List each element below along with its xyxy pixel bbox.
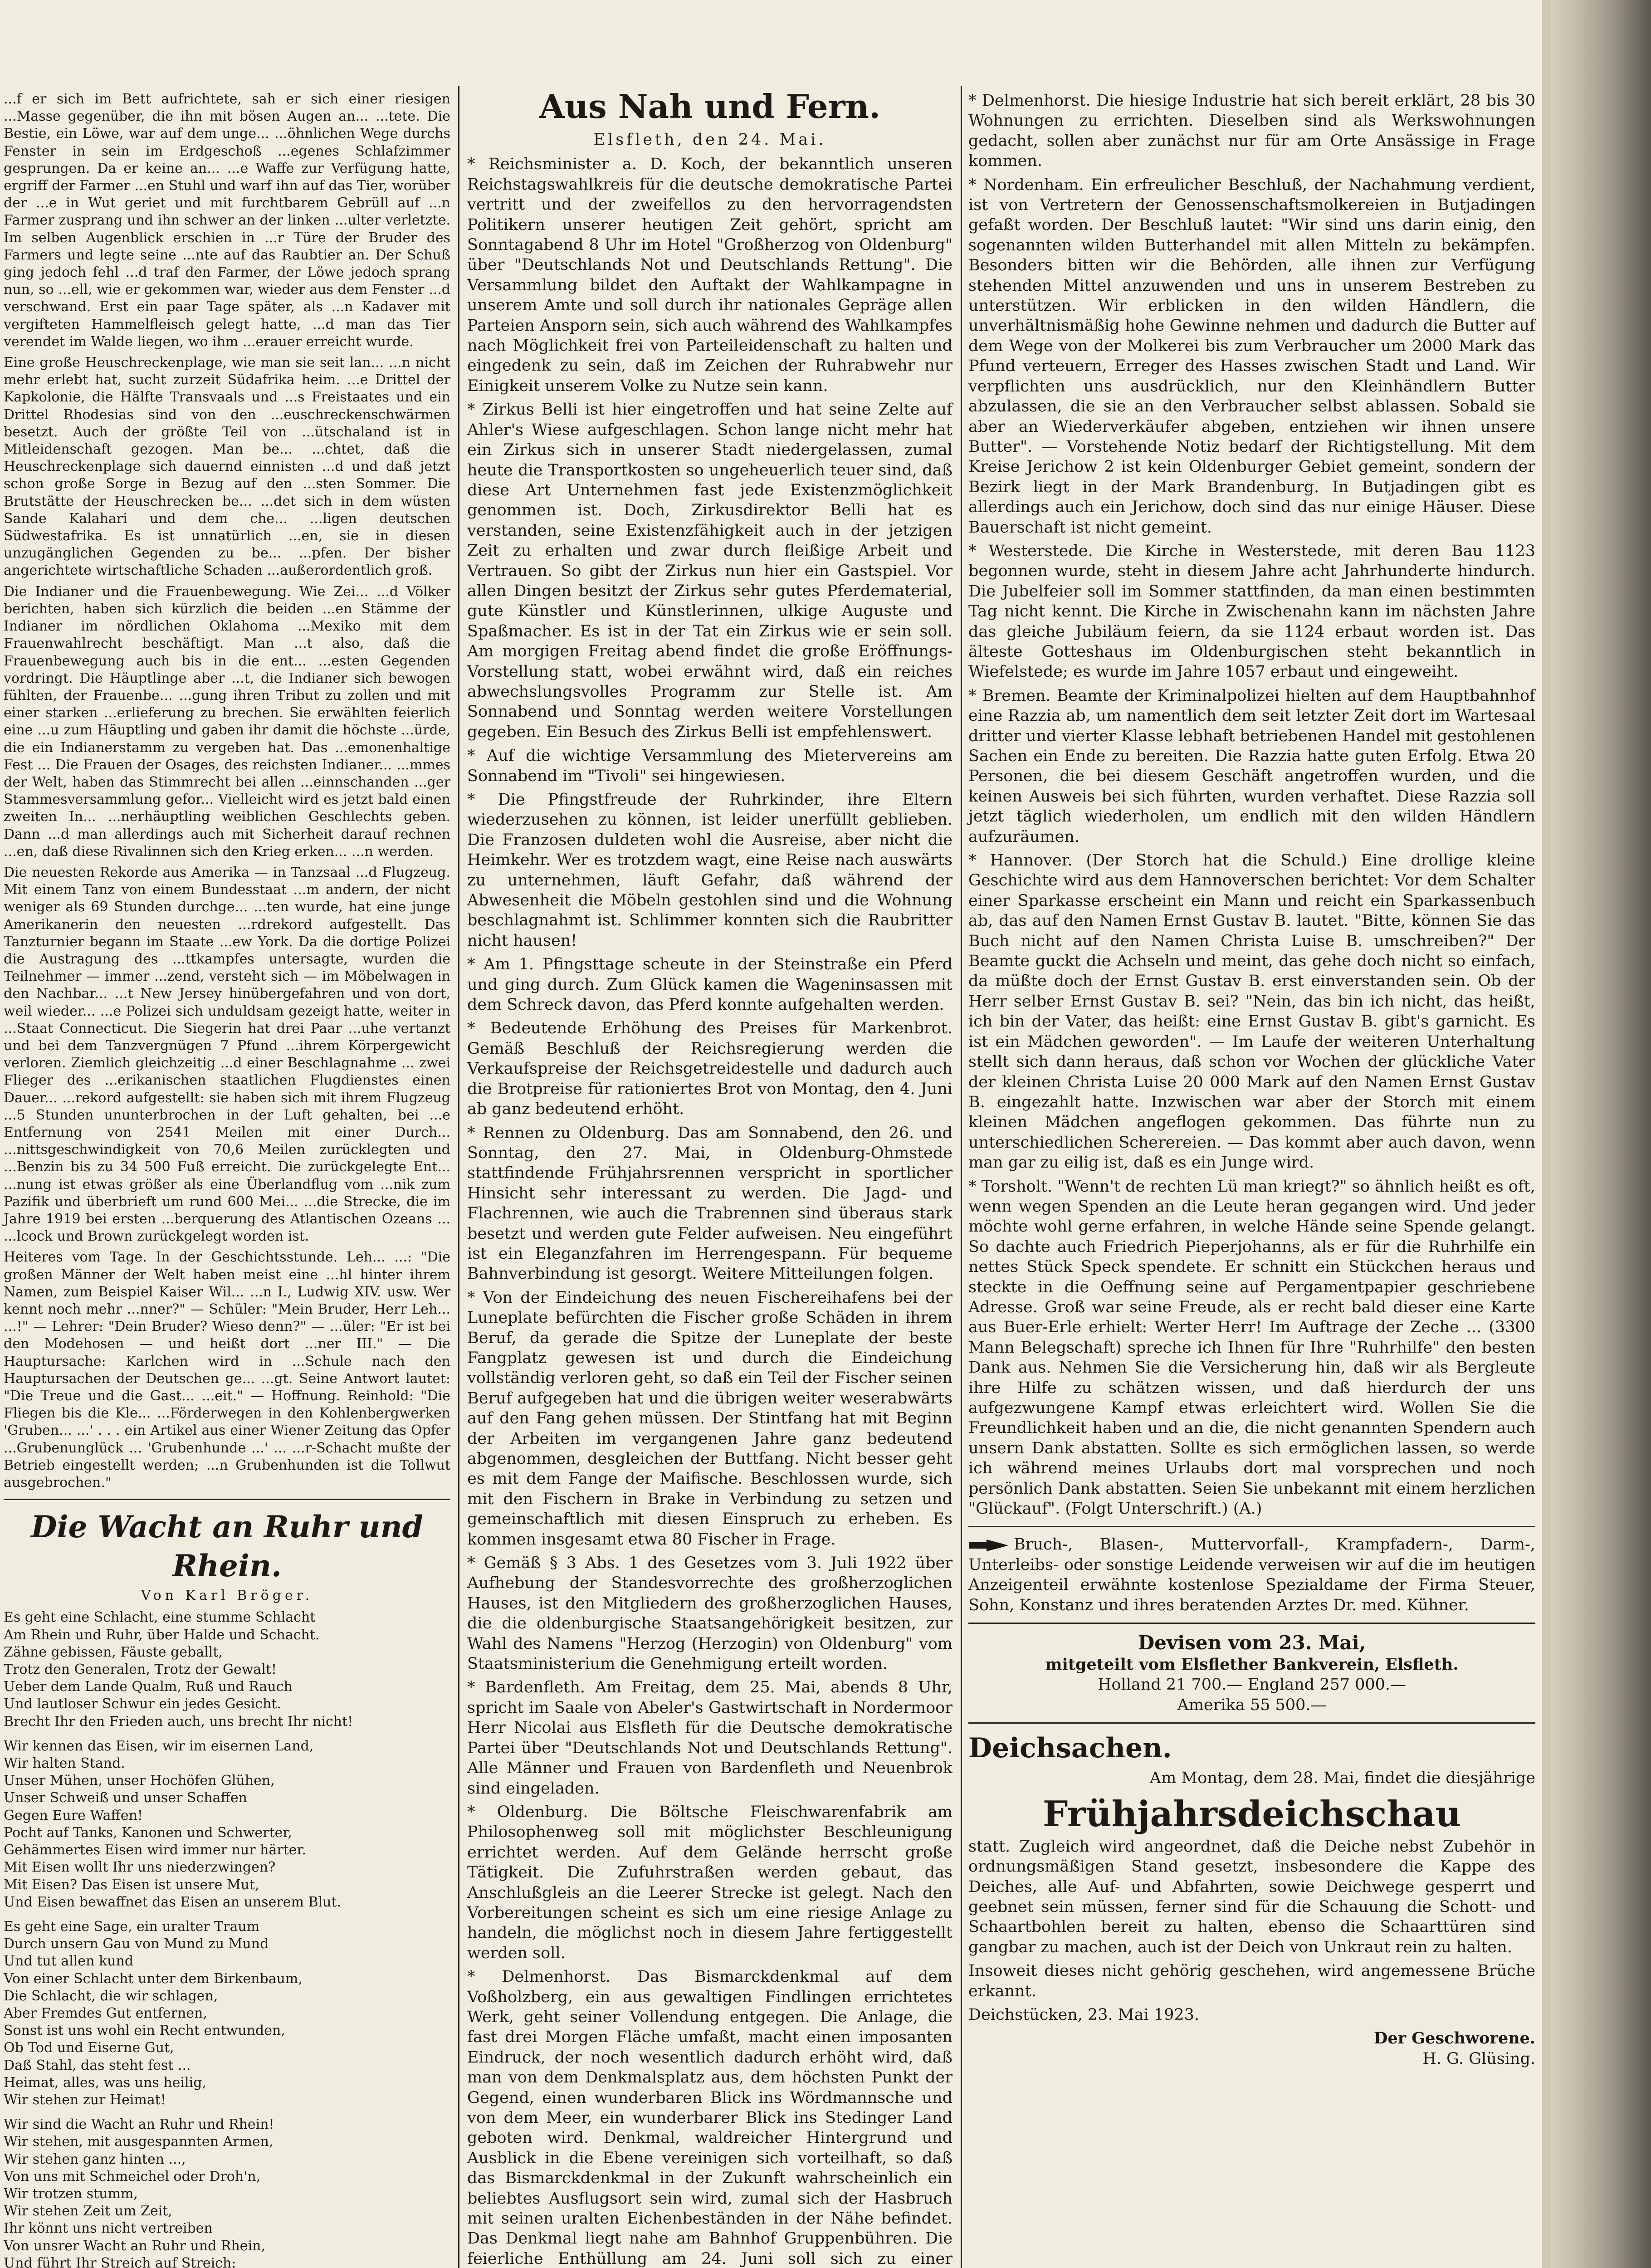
section-title: Aus Nah und Fern. (539, 87, 881, 126)
poem-line: Sonst ist uns wohl ein Recht entwunden, (4, 2023, 285, 2039)
poem-title: Die Wacht an Ruhr und Rhein. (31, 1509, 423, 1584)
devisen-row: Amerika 55 500.— (1177, 1696, 1327, 1714)
poem-line: Von unsrer Wacht an Ruhr und Rhein, (4, 2238, 266, 2254)
book-binding (1551, 0, 1651, 2268)
article-nordenham: * Nordenham. Ein erfreulicher Beschluß, der Nachahmung verdient, ist von Vertretern der Genossenschaftsmolkereien in Butjadingen gefaßt worden. Der Beschluß lautet: "Wir sind uns darin einig, den sogenannten wilden Butterhandel mit allen Mitteln zu bekämpfen. Besonders bitten wir die Behörden, alle ihnen zur Verfügung stehenden Mittel anzuwenden und uns in unserem Bestreben zu unterstützen. Wir erblicken in den wilden Händlern, die unverhältnismäßig hohe Gewinne nehmen und dadurch die Butter auf dem Wege von der Molkerei bis zum Verbraucher um 2000 Mark das Pfund verteuern, Erreger des Hasses zwischen Stadt und Land. Wir verpflichten uns ausdrücklich, nur den Kleinhändlern Butter abzulassen, die sie an den Verbraucher selbst ablassen. Sobald sie aber an Wiederverkäufer abgeben, entziehen wir ihnen unsere Butter". — Vorstehende Notiz bedarf der Richtigstellung. Mit dem Kreise Jerichow 2 ist kein Oldenburger Gebiet gemeint, sondern der Bezirk liegt in der Mark Brandenburg. In Butjadingen gibt es allerdings auch ein Jerichow, doch sind das nur einige Häuser. Diese Bauerschaft ist nicht gemeint. (968, 176, 1535, 537)
deich-signature-title: Der Geschworene. (1374, 2029, 1535, 2048)
poem-line: Und lautloser Schwur ein jedes Gesicht. (4, 1696, 282, 1712)
middle-column (467, 82, 952, 2268)
article-bremen: * Bremen. Beamte der Kriminalpolizei hielten auf dem Hauptbahnhof eine Razzia ab, um namentlich dem seit letzter Zeit dort im Wartesaal dritter und vierter Klasse lebhaft betriebenen Handel mit gestohlenen Sachen ein Ende zu bereiten. Die Razzia hatte guten Erfolg. Etwa 20 Personen, die bei diesem Geschäft angetroffen wurden, und die keinen Ausweis bei sich führten, wurden verhaftet. Diese Razzia soll jetzt täglich wiederholen, um endlich mit den wilden Händlern aufzuräumen. (968, 686, 1535, 846)
poem-line: Wir stehen Zeit um Zeit, (4, 2203, 172, 2219)
poem-line: Daß Stahl, das steht fest ... (4, 2057, 191, 2073)
article-bardenfleth: * Bardenfleth. Am Freitag, dem 25. Mai, abends 8 Uhr, spricht im Saale von Abeler's Gastwirtschaft in Nordermoor Herr Nicolai aus Elsfleth für die Deutsche demokratische Partei über "Deutschlands Not und Deutschlands Rettung". Alle Männer und Frauen von Bardenfleth und Neuenbrok sind eingeladen. (467, 1678, 952, 1798)
poem-line: Von uns mit Schmeichel oder Droh'n, (4, 2168, 261, 2185)
devisen-title: Devisen vom 23. Mai, (1138, 1632, 1366, 1654)
poem-line: Die Schlacht, die wir schlagen, (4, 1988, 218, 2004)
devisen-subtitle: mitgeteilt vom Elsflether Bankverein, Elsfleth. (1045, 1655, 1459, 1674)
poem-line: Durch unsern Gau von Mund zu Mund (4, 1936, 269, 1952)
poem-line: Zähne gebissen, Fäuste geballt, (4, 1644, 223, 1660)
poem-line: Am Rhein und Ruhr, über Halde und Schacht. (4, 1627, 320, 1643)
poem-line: Aber Fremdes Gut entfernen, (4, 2005, 207, 2021)
page-edge (1542, 0, 1551, 2268)
article-mieterverein: * Auf die wichtige Versammlung des Mietervereins am Sonnabend im "Tivoli" sei hingewiesen. (467, 747, 952, 785)
poem (4, 1609, 450, 2268)
deich-signature-name: H. G. Glüsing. (1422, 2049, 1535, 2068)
poem-line: Von einer Schlacht unter dem Birkenbaum, (4, 1970, 303, 1987)
article-indians: Die Indianer und die Frauenbewegung. Wie Zei... ...d Völker berichten, haben sich kürzlich die beiden ...en Stämme der Indianer im nördlichen Oklahoma ...Mexiko mit dem Frauenwahlrecht beschäftigt. Man ...t also, daß die Frauenbewegung auch bis in die ent... ...esten Gegenden vordringt. Die Häuptlinge aber ...t, die Indianer sich bewogen fühlten, der Frauenbe... ...gung ihren Tribut zu zollen und mit einer starken ...erlieferung zu brechen. Sie erwählten feierlich eine ...u zum Häuptling und gaben ihr damit die höchste ...ürde, die ein Indianerstamm zu vergeben hat. Das ...emonenhaltige Fest ... Die Frauen der Osages, des reichsten Indianer... ...mmes der Welt, haben das Stimmrecht bei allen ...einnschanden ...ger Stammesversammlung gefor... Vielleicht wird es jetzt bald einen zweiten In... ...nerhäuptling weiblichen Geschlechts geben. Dann ...d man allerdings auch mit Sicherheit darauf rechnen ...en, daß diese Rivalinnen sich den Krieg erken... ...n werden. (4, 583, 450, 860)
article-delmenhorst: * Delmenhorst. Die hiesige Industrie hat sich bereit erklärt, 28 bis 30 Wohnungen zu errichten. Dieselben sind als Werkswohnungen gedacht, sollen aber zunächst nur für am Orte Ansässige in Frage kommen. (968, 92, 1535, 171)
article-bismarckdenkmal: * Delmenhorst. Das Bismarckdenkmal auf dem Voßholzberg, ein aus gewaltigen Findlingen errichtetes Werk, geht seiner Vollendung entgegen. Die Anlage, die fast drei Morgen Fläche umfaßt, macht einen imposanten Eindruck, der noch wesentlich dadurch erhöht wird, daß man von dem Denkmalsplatz aus, dem höchsten Punkt der Gegend, einen wunderbaren Blick ins Wördmannsche und von dem Meer, ein wunderbarer Blick ins Stedinger Land geboten wird. Denkmal, waldreicher Hintergrund und Ausblick in die Ebene vereinigen sich vorteilhaft, so daß das Bismarckdenkmal in der Zukunft wahrscheinlich ein beliebtes Ausflugsort sein wird, zumal sich der Hasbruch mit seinen uralten Eichenbeständen in der Nähe befindet. Das Denkmal liegt nahe am Bahnhof Gruppenbühren. Die feierliche Enthüllung am 24. Juni soll sich zu einer (467, 1968, 952, 2268)
poem-stanza (4, 1609, 450, 1730)
dateline: Elsfleth, den 24. Mai. (593, 131, 826, 149)
deich-body: statt. Zugleich wird angeordnet, daß die Deiche nebst Zubehör in ordnungsmäßigen Stand gesetzt, insbesondere die Kappe des Deiches, alle Auf- und Abfahrten, sowie Deichwege gesperrt und geebnet sein müssen, ferner sind für die Schauung die Schott- und Schaartbohlen bereit zu halten, ebenso die Schaarttüren sind gangbar zu machen, auch ist der Deich von Unkraut rein zu halten. (968, 1837, 1535, 1956)
poem-line: Wir stehen ganz hinten ..., (4, 2151, 186, 2167)
column-divider-left (458, 86, 459, 2268)
article-koch: * Reichsminister a. D. Koch, der bekanntlich unseren Reichstagswahlkreis für die deutsche demokratische Partei vertritt und der zweifellos zu den hervorragendsten Politikern unserer heutigen Zeit gehört, spricht am Sonntagabend 8 Uhr im Hotel "Großherzog von Oldenburg" über "Deutschlands Not und Deutschlands Rettung". Die Versammlung bildet den Auftakt der Wahlkampagne in unserem Amte und soll durch ihr nationales Gepräge allen Parteien Ansporn sein, sich auch während des Wahlkampfes nach Möglichkeit frei von Parteileidenschaft zu halten und eingedenk zu sein, daß im Zeichen der Ruhrabwehr nur Einigkeit unserem Volke zu Nutze sein kann. (467, 155, 952, 395)
deich-big-title: Frühjahrsdeichschau (1042, 1793, 1461, 1835)
poem-line: Unser Schweiß und unser Schaffen (4, 1790, 247, 1806)
divider (968, 1623, 1535, 1624)
article-rennen: * Rennen zu Oldenburg. Das am Sonnabend, den 26. und Sonntag, den 27. Mai, in Oldenburg-Ohmstede stattfindende Frühjahrsrennen verspricht in sportlicher Hinsicht sehr interessant zu werden. Die Jagd- und Flachrennen, wie auch die Trabrennen sind überaus stark besetzt und werden gute Felder aufweisen. Neu eingeführt ist ein Eleganzfahren im Herrengespann. Für bequeme Bahnverbindung ist gesorgt. Weitere Mitteilungen folgen. (467, 1124, 952, 1283)
poem-line: Pocht auf Tanks, Kanonen und Schwerter, (4, 1824, 292, 1841)
deich-place-date: Deichstücken, 23. Mai 1923. (968, 2005, 1200, 2024)
poem-line: Heimat, alles, was uns heilig, (4, 2074, 206, 2091)
article-hannover: * Hannover. (Der Storch hat die Schuld.) Eine drollige kleine Geschichte wird aus dem Hannoverschen berichtet: Vor dem Schalter einer Sparkasse erscheint ein Mann und reicht ein Sparkassenbuch ab, das auf den Namen Ernst Gustav B. lautet. "Bitte, können Sie das Buch nicht auf den Namen Christa Luise B. umschreiben?" Der Beamte guckt die Achseln und meint, das gehe doch nicht so einfach, da müßte doch der Ernst Gustav B. erst einverstanden sein. Ob der Herr selber Ernst Gustav B. sei? "Nein, das bin ich nicht, das heißt, ich bin der Vater, das heißt: eine Ernst Gustav B. gibt's garnicht. Es ist ein Mädchen geworden". — Im Laufe der weiteren Unterhaltung stellt sich dann heraus, daß schon vor Wochen der glückliche Vater der kleinen Christa Luise 20 000 Mark auf den Namen Ernst Gustav B. eingezahlt hatte. Inzwischen war aber der Storch mit einem kleinen Mädchen angeflogen gekommen. Das führte nun zu unterschiedlichen Scherereien. — Das kommt aber auch davon, wenn man gar zu eilig ist, daß es ein Junge wird. (968, 851, 1535, 1172)
poem-line: Mit Eisen? Das Eisen ist unsere Mut, (4, 1877, 259, 1893)
left-column (4, 91, 450, 2268)
article-eindeichung: * Von der Eindeichung des neuen Fischereihafens bei der Luneplate befürchten die Fischer große Schäden in ihrem Beruf, da gerade die Spitze der Luneplate der beste Fangplatz gewesen ist und durch die Eindeichung vollständig verloren geht, so daß ein Teil der Fischer seinen Beruf aufgegeben hat und die übrigen weiter weserabwärts auf den Fang gehen müssen. Der Stintfang hat mit Beginn der Arbeiten im vergangenen Jahre ganz bedeutend abgenommen, desgleichen der Buttfang. Nicht besser geht es mit dem Fange der Maifische. Beschlossen wurde, sich mit den Fischern in Brake in Verbindung zu setzen und gemeinschaftlich mit diesen Einspruch zu erheben. Es kommen insgesamt etwa 80 Fischer in Frage. (467, 1288, 952, 1549)
divider (4, 1499, 450, 1500)
article-markenbrot: * Bedeutende Erhöhung des Preises für Markenbrot. Gemäß Beschluß der Reichsregierung werden die Verkaufspreise der Reichsgetreidestelle und dadurch auch die Brotpreise für rationiertes Brot von Montag, den 4. Juni ab ganz bedeutend erhöht. (467, 1019, 952, 1119)
poem-line: Und Eisen bewaffnet das Eisen an unserem Blut. (4, 1894, 342, 1910)
poem-line: Wir sind die Wacht an Ruhr und Rhein! (4, 2116, 274, 2133)
pointing-hand-icon (968, 1538, 1009, 1553)
deich-body-2: Insoweit dieses nicht gehörig geschehen, wird angemessene Brüche erkannt. (968, 1962, 1535, 2000)
poem-line: Brecht Ihr den Frieden auch, uns brecht Ihr nicht! (4, 1713, 353, 1730)
poem-stanza (4, 1738, 450, 1911)
article-records: Die neuesten Rekorde aus Amerika — in Tanzsaal ...d Flugzeug. Mit einem Tanz von einem Bundesstaat ...m andern, der nicht weniger als 69 Stunden durchge... ...ten wurde, hat eine junge Amerikanerin den neuesten ...rdrekord aufgestellt. Das Tanzturnier begann im Staate ...ew York. Da die dortige Polizei die Austragung des ...ttkampfes untersagte, wurden die Teilnehmer — immer ...zend, versteht sich — im Möbelwagen in den Nachbar... ...t New Jersey hinübergefahren und von dort, weil wieder... ...e Polizei sich unduldsam gezeigt hatte, weiter in ...Staat Connecticut. Die Siegerin hat drei Paar ...uhe vertanzt und bei dem Tanzvergnügen 7 Pfund ...ihrem Körpergewicht verloren. Ziemlich gleichzeitig ...d einer Beschlagnahme ... zwei Flieger des ...erikanischen staatlichen Flugdienstes einen Dauer... ...rekord aufgestellt: sie haben sich mit ihrem Flugzeug ...5 Stunden ununterbrochen in der Luft gehalten, bei ...e Entfernung von 2541 Meilen mit einer Durch... ...nittsgeschwindigkeit von 70,6 Meilen zurücklegten und ...Benzin bis zu 34 500 Fuß erreicht. Die zurückgelegte Ent... ...nung ist etwas größer als eine Überlandflug vom ...nik zum Pazifik und überbrieft um rund 600 Mei... ...die Strecke, die im Jahre 1919 bei ersten ...berquerung des Atlantischen Ozeans ... ...lcock und Brown zurückgelegt worden ist. (4, 864, 450, 1245)
divider (968, 1526, 1535, 1527)
divider (968, 1722, 1535, 1724)
poem-author: Von Karl Bröger. (141, 1588, 313, 1604)
article-pferd: * Am 1. Pfingsttage scheute in der Steinstraße ein Pferd und ging durch. Zum Glück kamen die Wageninsassen mit dem Schreck davon, das Pferd konnte aufgehalten werden. (467, 955, 952, 1014)
poem-line: Und tut allen kund (4, 1953, 134, 1970)
poem-line: Gehämmertes Eisen wird immer nur härter. (4, 1842, 307, 1858)
deich-heading: Deichsachen. (968, 1732, 1172, 1765)
poem-line: Ob Tod und Eiserne Gut, (4, 2040, 174, 2056)
poem-line: Wir trotzen stumm, (4, 2185, 138, 2202)
poem-line: Und führt Ihr Streich auf Streich: (4, 2255, 236, 2268)
poem-stanza (4, 2116, 450, 2268)
poem-line: Es geht eine Sage, ein uralter Traum (4, 1918, 260, 1935)
deich-intro: Am Montag, dem 28. Mai, findet die diesjährige (1149, 1769, 1535, 1788)
poem-line: Trotz den Generalen, Trotz der Gewalt! (4, 1662, 277, 1678)
article-oldenburg: * Oldenburg. Die Böltsche Fleischwarenfabrik am Philosophenweg soll mit möglichster Beschleunigung errichtet werden. Auf dem Gelände herrscht große Tätigkeit. Die Zufuhrstraßen werden gebaut, das Anschlußgleis an die Leerer Strecke ist gelegt. Nach den Vorbereitungen scheint es sich um eine riesige Anlage zu handeln, die möglichst noch in diesem Jahre fertiggestellt werden soll. (467, 1803, 952, 1962)
article-westerstede: * Westerstede. Die Kirche in Westerstede, mit deren Bau 1123 begonnen wurde, steht in diesem Jahre acht Jahrhunderte hindurch. Die Jubelfeier soll im Sommer stattfinden, da man einen bestimmten Tag nicht kennt. Die Kirche in Zwischenahn kann im nächsten Jahre das gleiche Jubiläum feiern, da sie 1124 erbaut worden ist. Das älteste Gotteshaus im Oldenburgischen steht bekanntlich in Wiefelstede; es wurde im Jahre 1057 erbaut und eingeweiht. (968, 542, 1535, 681)
poem-line: Gegen Eure Waffen! (4, 1807, 143, 1823)
right-column (968, 91, 1535, 2069)
poem-line: Wir kennen das Eisen, wir im eisernen Land, (4, 1738, 314, 1754)
devisen-row: Holland 21 700.— England 257 000.— (1097, 1676, 1407, 1694)
column-divider-right (961, 86, 962, 2268)
article-torsholt: * Torsholt. "Wenn't de rechten Lü man kriegt?" so ähnlich heißt es oft, wenn wegen Spenden an die Leute heran gegangen wird. Und jeder möchte wohl gerne erfahren, in welche Hände seine Spende gelangt. So dachte auch Friedrich Pieperjohanns, als er für die Ruhrhilfe ein nettes Stück Speck spendete. Er schnitt ein Stückchen heraus und steckte in die Oeffnung seine auf Pergamentpapier geschriebene Adresse. Groß war seine Freude, als er recht bald dieser eine Karte aus Buer-Erle erhielt: Werter Herr! Im Auftrage der Zeche ... (3300 Mann Belegschaft) spreche ich Ihnen für Ihre "Ruhrhilfe" den besten Dank aus. Nehmen Sie die Versicherung hin, daß wir als Bergleute ihre Hilfe zu schätzen wissen, und daß hierdurch der uns aufgezwungene Kampf etwas erleichtert wird. Wollen Sie die Freundlichkeit haben und an die, die nicht genannten Spendern auch unsern Dank abstatten. Sollte es sich ermöglichen lassen, so werde ich während meines Urlaubs dort mal vorsprechen und noch persönlich Dank abstatten. Seien Sie unbekannt mit einem herzlichen "Glückauf". (Folgt Unterschrift.) (A.) (968, 1177, 1535, 1518)
poem-stanza (4, 1918, 450, 2109)
article-lion: ...f er sich im Bett aufrichtete, sah er sich einer riesigen ...Masse gegenüber, die ihn mit bösen Augen an... ...tete. Die Bestie, ein Löwe, war auf dem unge... ...öhnlichen Wege durchs Fenster in sein im Erdgeschoß ...egenes Schlafzimmer gesprungen. Da er keine an... ...e Waffe zur Verfügung hatte, ergriff der Farmer ...en Stuhl und warf ihn auf das Tier, worüber der ...e in Wut geriet und mit furchtbarem Gebrüll auf ...n Farmer zusprang und ihn schwer an der linken ...ulter verletzte. Im selben Augenblick erschien in ...r Türe der Bruder des Farmers und legte seine ...nte auf das Raubtier an. Der Schuß ging jedoch fehl ...d traf den Farmer, der Löwe jedoch sprang nun, so ...ell, wie er gekommen war, wieder aus dem Fenster ...d verschwand. Erst ein paar Tage später, als ...n Kadaver mit vergifteten Hammelfleisch gelegt hatte, ...d man das Tier verendet im Walde liegen, wo ihm ...erauer erreicht wurde. (4, 91, 450, 350)
ad-notice (968, 1535, 1535, 1615)
ad-text: Bruch-, Blasen-, Muttervorfall-, Krampfadern-, Darm-, Unterleibs- oder sonstige Leidende verweisen wir auf die im heutigen Anzeigenteil erwähnte kostenlose Spezialdame der Firma Steuer, Sohn, Konstanz und ihres beratenden Arztes Dr. med. Kühner. (968, 1535, 1535, 1614)
article-zirkus: * Zirkus Belli ist hier eingetroffen und hat seine Zelte auf Ahler's Wiese aufgeschlagen. Schon lange nicht mehr hat ein Zirkus sich in unserer Stadt niedergelassen, zumal heute die Transportkosten so ungeheuerlich teuer sind, daß diese Art Unternehmen fast jede Existenzmöglichkeit genommen ist. Doch, Zirkusdirektor Belli hat es verstanden, seine Existenzfähigkeit auch in der jetzigen Zeit zu erhalten und zwar durch fleißige Arbeit und Vertrauen. So gibt der Zirkus nun hier ein Gastspiel. Vor allen Dingen besitzt der Zirkus sehr gutes Pferdematerial, gute Künstler und Künstlerinnen, ulkige Auguste und Spaßmacher. Es ist in der Tat ein Zirkus wie er sein soll. Am morgigen Freitag abend findet die große Eröffnungs-Vorstellung statt, wobei erwähnt wird, daß ein reiches abwechslungsvolles Programm zur Stelle ist. Am Sonnabend und Sonntag werden weitere Vorstellungen gegeben. Ein Besuch des Zirkus Belli ist empfehlenswert. (467, 401, 952, 741)
poem-line: Es geht eine Schlacht, eine stumme Schlacht (4, 1609, 316, 1626)
poem-line: Ihr könnt uns nicht vertreiben (4, 2220, 213, 2237)
poem-line: Wir halten Stand. (4, 1755, 125, 1772)
poem-line: Wir stehen, mit ausgespannten Armen, (4, 2134, 274, 2150)
poem-line: Wir stehen zur Heimat! (4, 2092, 166, 2108)
poem-line: Ueber dem Lande Qualm, Ruß und Rauch (4, 1679, 293, 1695)
article-locusts: Eine große Heuschreckenplage, wie man sie seit lan... ...n nicht mehr erlebt hat, sucht zurzeit Südafrika heim. ...e Drittel der Kapkolonie, die Hälfte Transvaals und ...s Freistaates und ein Drittel Rhodesias sind von den ...euschreckenschwärmen besetzt. Auch der größte Teil von ...ütschaland ist in Mitleidenschaft gezogen. Man be... ...chtet, daß die Heuschreckenplage sich dauernd einnisten ...d und daß jetzt schon große Sorge in Bezug auf den ...sten Sommer. Die Brutstätte der Heuschrecken be... ...det sich in dem wüsten Sande Kalahari und dem che... ...ligen deutschen Südwestafrika. Es ist unnatürlich ...en, sie in diesen unzugänglichen Gegenden zu be... ...pfen. Der bisher angerichtete wirtschaftliche Schaden ...außerordentlich groß. (4, 355, 450, 579)
poem-line: Mit Eisen wollt Ihr uns niederzwingen? (4, 1859, 276, 1876)
article-humor: Heiteres vom Tage. In der Geschichtsstunde. Leh... ...: "Die großen Männer der Welt haben meist eine ...hl hinter ihrem Namen, zum Beispiel Kaiser Wil... ...n I., Ludwig XIV. usw. Wer kennt noch mehr ...nner?" — Schüler: "Mein Bruder, Herr Leh... ...!" — Lehrer: "Dein Bruder? Wieso denn?" — ...üler: "Er ist bei den Modehosen — und heißt dort ...ner III." — Die Hauptursache: Karlchen wird in ...Schule nach den Hauptursachen der Deutschen ge... ...gt. Seine Antwort lautet: "Die Treue und die Gast... ...eit." — Hoffnung. Reinhold: "Die Fliegen bis die Kle... ...Förderwegen in den Kohlenbergwerken 'Gruben... ...' . . . ein Artikel aus einer Wiener Zeitung das Opfer ...Grubenunglück ... 'Grubenhunde ...' ... ...r-Schacht mußte der Betrieb eingestellt werden; ...n Grubenhunden ist die Tollwut ausgebrochen." (4, 1249, 450, 1491)
article-herzog: * Gemäß § 3 Abs. 1 des Gesetzes vom 3. Juli 1922 über Aufhebung der Standesvorrechte des großherzoglichen Hauses, ist den Mitgliedern des großherzoglichen Hauses, die die oldenburgische Staatsangehörigkeit besitzen, zur Wahl des Namens "Herzog (Herzogin) von Oldenburg" vom Staatsministerium die Genehmigung erteilt worden. (467, 1554, 952, 1673)
article-ruhrkinder: * Die Pfingstfreude der Ruhrkinder, ihre Eltern wiederzusehen zu können, ist leider unerfüllt geblieben. Die Franzosen duldeten wohl die Ausreise, aber nicht die Heimkehr. Wer es trotzdem wagt, eine Reise nach auswärts zu unternehmen, läuft Gefahr, daß während der Abwesenheit die Möbeln gestohlen sind und die Wohnung beschlagnahmt ist. Schlimmer konnten sich die Raubritter nicht hausen! (467, 791, 952, 950)
poem-line: Unser Mühen, unser Hochöfen Glühen, (4, 1773, 275, 1789)
